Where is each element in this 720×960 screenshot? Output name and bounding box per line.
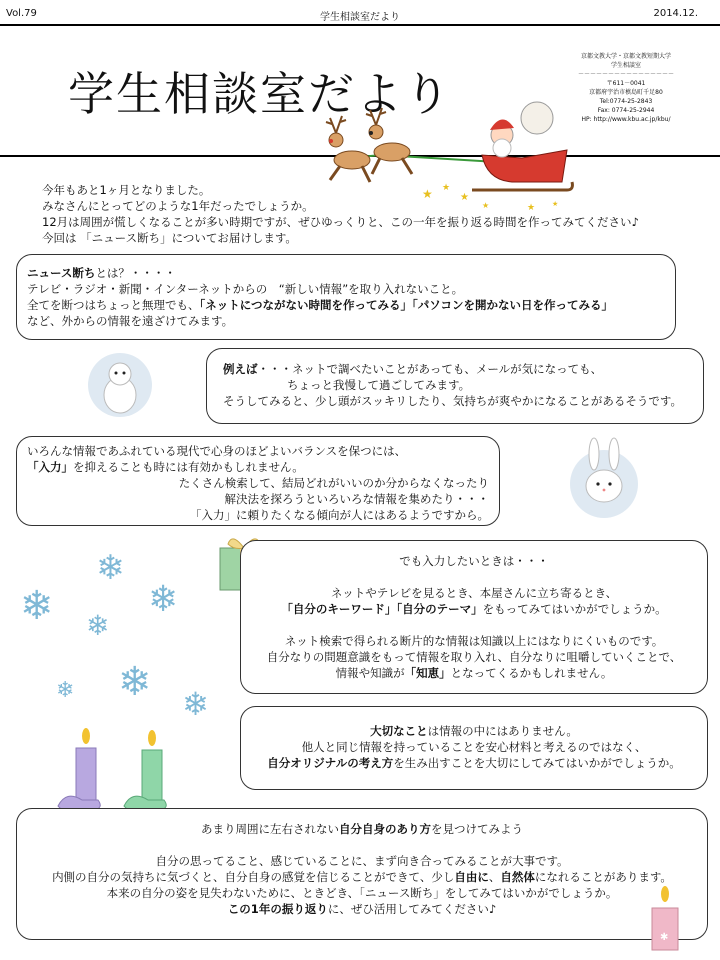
snowflake-icon: ❄ (86, 609, 110, 642)
box-emphasis: 自然体 (500, 870, 535, 884)
box-emphasis: 例えば (223, 362, 258, 376)
page-title: 学生相談室だより (68, 67, 452, 121)
top-rule (0, 24, 720, 26)
input-balance-box (16, 436, 500, 526)
box-line: になれることがあります。 (534, 870, 672, 884)
svg-text:★: ★ (482, 201, 490, 210)
candle-icon (124, 730, 166, 810)
box-line: ネット検索で得られる断片的な情報は知識以上にはなりにくいものです。 (284, 634, 664, 648)
svg-text:✱: ✱ (660, 932, 669, 943)
box-line: 自分の思ってること、感じていることに、まず向き合ってみることが大事です。 (155, 854, 569, 868)
org-line: 京都府宇治市槙島町千足80 (589, 89, 663, 96)
box-emphasis: 「ネットにつながない時間を作ってみる」「パソコンを開かない日を作ってみる」 (199, 298, 614, 312)
box-heading-suffix: とは？・・・・ (95, 266, 176, 280)
org-line: 京都文教大学・京都文教短期大学 (580, 53, 671, 60)
intro-line: 今回は 「ニュース断ち」についてお届けします。 (42, 231, 297, 245)
svg-text:★: ★ (442, 183, 451, 193)
org-line: 学生相談室 (610, 62, 641, 69)
header-title: 学生相談室だより (320, 12, 400, 23)
issue-date: 2014.12. (653, 8, 698, 19)
org-line: 〒611－0041 (606, 80, 646, 87)
organization-info (566, 52, 686, 124)
box-line: 本来の自分の姿を見失わないために、ときどき、「ニュース断ち」をしてみてはいかがでしょうか。 (106, 886, 618, 900)
snowflake-icon: ❄ (96, 548, 125, 588)
candle-icon (58, 728, 100, 810)
reindeer-icon (366, 108, 412, 174)
ermine-icon (80, 350, 160, 420)
snowflake-icon: ❄ (182, 685, 209, 723)
box-line: ネットやテレビを見るとき、本屋さんに立ち寄るとき、 (330, 586, 618, 600)
org-line: HP: http://www.kbu.ac.jp/kbu/ (581, 116, 671, 123)
box-emphasis: 自由に (454, 870, 489, 884)
box-line: 情報や知識が (335, 666, 405, 680)
box-line: を抑えることも時には有効かもしれません。 (73, 460, 304, 474)
box-line: など、外からの情報を遠ざけてみます。 (27, 314, 234, 328)
box-line: 内側の自分の気持ちに気づくと、自分自身の感覚を信じることができて、少し (52, 870, 455, 884)
intro-text (42, 182, 639, 246)
box-line: を生み出すことを大切にしてみてはいかがでしょうか。 (393, 756, 681, 770)
svg-text:★: ★ (422, 187, 433, 201)
box-line: そうしてみると、少し頭がスッキリしたり、気持ちが爽やかになることがあるそうです。 (223, 394, 682, 408)
box-line: 、 (488, 870, 501, 884)
svg-text:★: ★ (460, 192, 469, 203)
box-emphasis: 大切なこと (370, 724, 428, 738)
snowflake-icon: ❄ (118, 659, 152, 705)
box-line: ちょっと我慢して過ごしてみます。 (287, 378, 471, 392)
intro-line: みなさんにとってどのような1年だったでしょうか。 (42, 199, 314, 213)
box-line: 他人と同じ情報を持っていることを安心材料と考えるのではなく、 (301, 740, 647, 754)
box-line: となってくるかもしれません。 (450, 666, 613, 680)
box-emphasis: 自分自身のあり方 (339, 822, 431, 836)
box-emphasis: 「知恵」 (404, 666, 451, 680)
snowflake-icon: ❄ (56, 678, 75, 703)
volume-number: Vol.79 (6, 8, 37, 19)
box-emphasis: 「入力」 (27, 460, 73, 474)
snowflake-icon: ❄ (148, 579, 179, 620)
svg-text:★: ★ (527, 203, 536, 213)
box-line: を見つけてみよう (431, 822, 523, 836)
sleigh-icon (472, 102, 572, 190)
box-line: あまり周囲に左右されない (201, 822, 339, 836)
important-box (240, 706, 708, 790)
org-line: Fax: 0774-25-2944 (597, 107, 655, 114)
snowflake-icon: ❄ (20, 583, 54, 629)
box-line: 「入力」に頼りたくなる傾向が人にはあるようですから。 (190, 508, 489, 522)
box-line: ・・・ネットで調べたいことがあっても、メールが気になっても、 (257, 362, 603, 376)
box-line: いろんな情報であふれている現代で心身のほどよいバランスを保つには、 (27, 444, 407, 458)
box-line: をもってみてはいかがでしょうか。 (482, 602, 667, 616)
box-line: は情報の中にはありません。 (427, 724, 578, 738)
box-line: たくさん検索して、結局どれがいいのか分からなくなったり (178, 476, 489, 490)
candle-icon (640, 884, 690, 954)
box-line: でも入力したいときは・・・ (399, 554, 549, 568)
snowflakes-illustration (16, 545, 216, 735)
intro-line: 12月は周囲が慌しくなることが多い時期ですが、ぜひゆっくりと、この一年を振り返る時間を作ってみてください♪ (42, 215, 639, 229)
box-emphasis: 「自分のキーワード」「自分のテーマ」 (281, 602, 483, 616)
example-box (206, 348, 704, 424)
find-yourself-box (16, 808, 708, 940)
svg-text:★: ★ (552, 200, 559, 208)
box-line: 全てを断つはちょっと無理でも、 (27, 298, 200, 312)
box-heading: ニュース断ち (27, 266, 96, 280)
intro-line: 今年もあと1ヶ月となりました。 (42, 183, 211, 197)
box-line: 解決法を探ろうといろいろな情報を集めたり・・・ (224, 492, 489, 506)
org-line: －－－－－－－－－－－－－－－－ (577, 71, 674, 78)
box-line: 自分なりの問題意識をもって情報を取り入れ、自分なりに咀嚼していくことで、 (266, 650, 682, 664)
when-input-box (240, 540, 708, 694)
box-emphasis: 自分オリジナルの考え方 (267, 756, 394, 770)
rabbit-icon (562, 436, 646, 520)
candles-illustration (54, 728, 184, 812)
box-line: に、ぜひ活用してみてください♪ (327, 902, 497, 916)
box-emphasis: この1年の振り返り (227, 902, 328, 916)
reindeer-icon (326, 116, 370, 182)
news-fast-definition-box (16, 254, 676, 340)
org-line: Tel:0774-25-2843 (599, 98, 653, 105)
box-line: テレビ・ラジオ・新聞・インターネットからの “新しい情報”を取り入れないこと。 (27, 282, 464, 296)
